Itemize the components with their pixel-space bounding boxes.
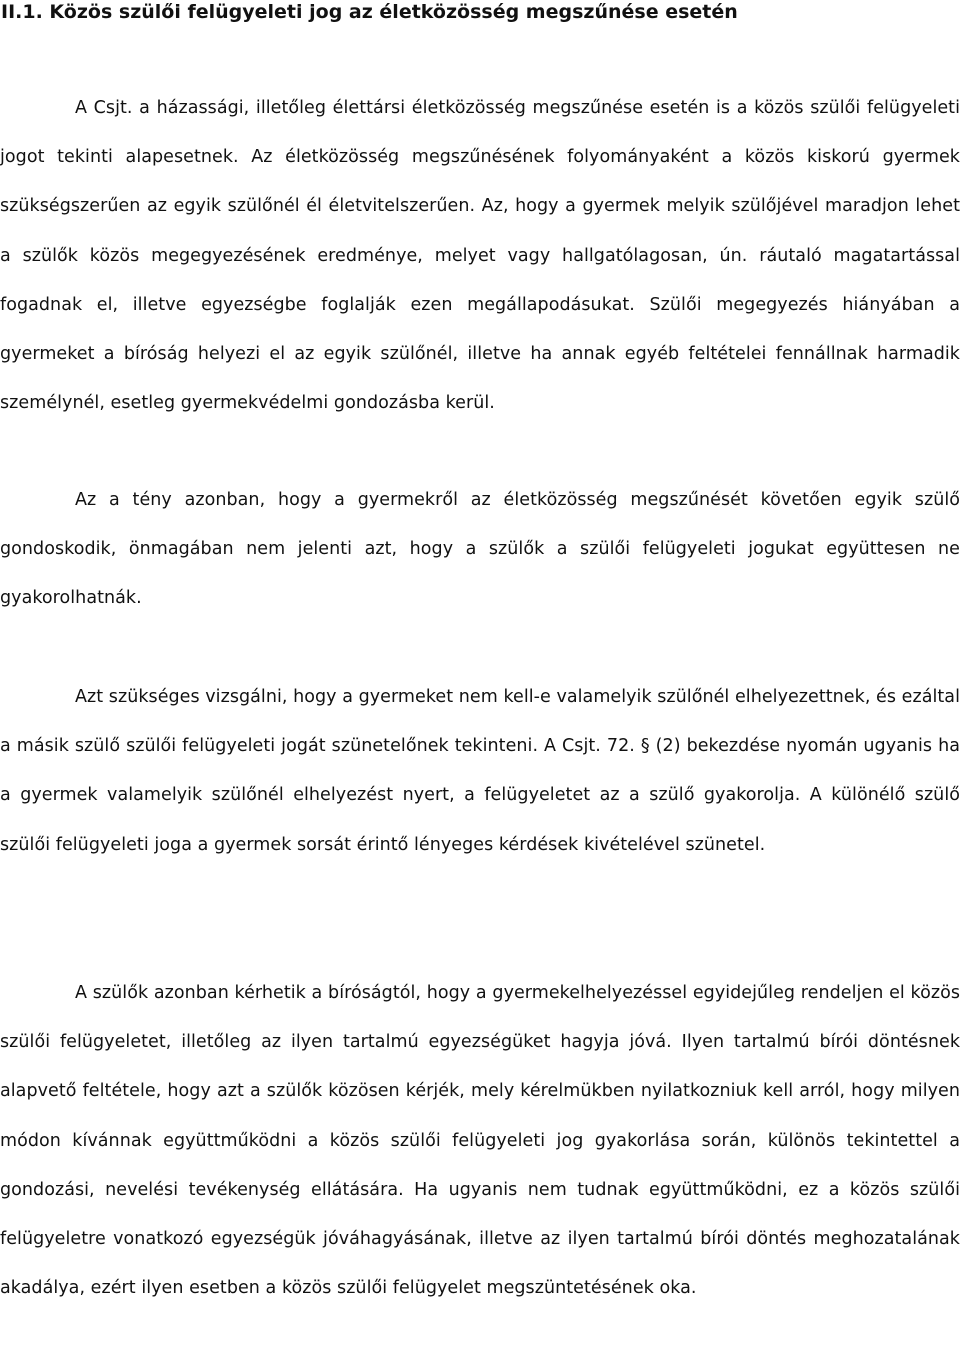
section-heading: II.1. Közös szülői felügyeleti jog az életközösség megszűnése esetén (1, 1, 738, 23)
paragraph-joint-custody-default: A Csjt. a házassági, illetőleg élettársi életközösség megszűnése esetén is a közös szülői felügyeleti jogot tekinti alapesetnek. Az életközösség megszűnésének folyományaként a közös kiskorú gyermek szükségszerűen az egyik szülőnél él életvitelszerűen. Az, hogy a gyermek melyik szülőjével maradjon lehet a szülők közös megegyezésének eredménye, melyet vagy hallgatólagosan, ún. ráutaló magatartással fogadnak el, illetve egyezségbe foglalják ezen megállapodásukat. Szülői megegyezés hiányában a gyermeket a bíróság helyezi el az egyik szülőnél, illetve ha annak egyéb feltételei fennállnak harmadik személynél, esetleg gyermekvédelmi gondozásba kerül. (0, 98, 960, 414)
paragraph-court-request: A szülők azonban kérhetik a bíróságtól, hogy a gyermekelhelyezéssel egyidejűleg rendeljen el közös szülői felügyeletet, illetőleg az ilyen tartalmú egyezségüket hagyja jóvá. Ilyen tartalmú bírói döntésnek alapvető feltétele, hogy azt a szülők közösen kérjék, mely kérelmükben nyilatkozniuk kell arról, hogy milyen módon kívánnak együttműködni a közös szülői felügyeleti jog gyakorlása során, különös tekintettel a gondozási, nevelési tevékenység ellátására. Ha ugyanis nem tudnak együttműködni, ez a közös szülői felügyeletre vonatkozó egyezségük jóváhagyásának, illetve az ilyen tartalmú bírói döntés meghozatalának akadálya, ezért ilyen esetben a közös szülői felügyelet megszüntetésének oka. (0, 983, 960, 1299)
paragraph-placement-examination: Azt szükséges vizsgálni, hogy a gyermeket nem kell-e valamelyik szülőnél elhelyezettnek, és ezáltal a másik szülő szülői felügyeleti jogát szünetelőnek tekinteni. A Csjt. 72. § (2) bekezdése nyomán ugyanis ha a gyermek valamelyik szülőnél elhelyezést nyert, a felügyeletet az a szülő gyakorolja. A különélő szülő szülői felügyeleti joga a gyermek sorsát érintő lényeges kérdések kivételével szünetel. (0, 687, 960, 855)
paragraph-one-parent-care: Az a tény azonban, hogy a gyermekről az életközösség megszűnését követően egyik szülő gondoskodik, önmagában nem jelenti azt, hogy a szülők a szülői felügyeleti jogukat együttesen ne gyakorolhatnák. (0, 490, 960, 609)
